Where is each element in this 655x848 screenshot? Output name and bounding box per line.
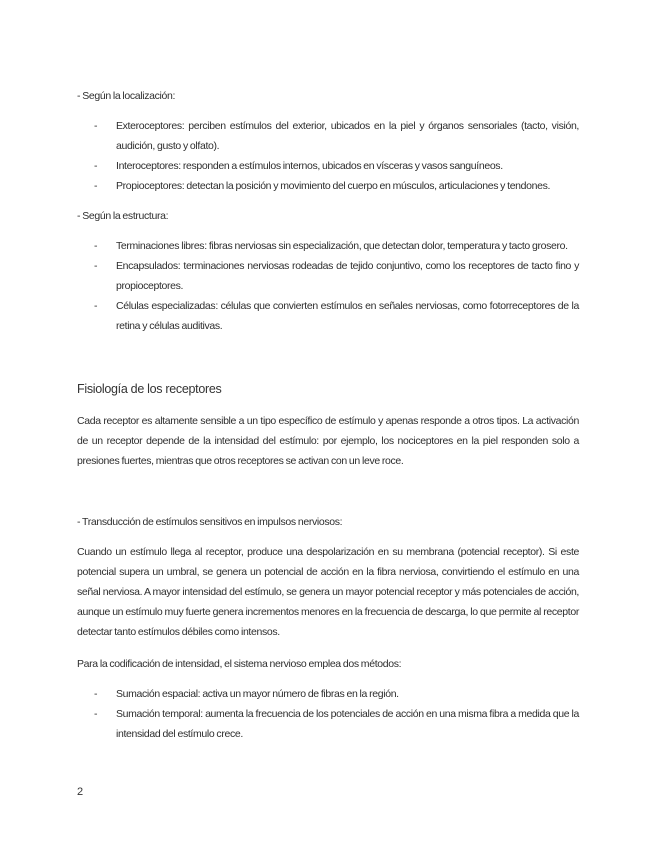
bullet-dash: - — [94, 240, 98, 252]
list-item-text: Terminaciones libres: fibras nerviosas sin especialización, que detectan dolor, temperatura y tacto grosero. — [116, 240, 568, 252]
localizacion-list — [77, 116, 579, 196]
list-item — [77, 156, 579, 176]
bullet-dash: - — [94, 688, 98, 700]
list-item-text: Encapsulados: terminaciones nerviosas rodeadas de tejido conjuntivo, como los receptores de tacto fino y propioceptores. — [116, 260, 579, 292]
list-item-text: Sumación temporal: aumenta la frecuencia de los potenciales de acción en una misma fibra a medida que la intensidad del estímulo crece. — [116, 708, 579, 740]
list-item-text: Interoceptores: responden a estímulos internos, ubicados en vísceras y vasos sanguíneos. — [116, 160, 503, 172]
list-item-text: Propioceptores: detectan la posición y movimiento del cuerpo en músculos, articulaciones y tendones. — [116, 180, 551, 192]
bullet-dash: - — [94, 160, 98, 172]
list-item-text: Exteroceptores: perciben estímulos del exterior, ubicados en la piel y órganos sensoriales (tacto, visión, audición, gusto y olfato). — [116, 120, 579, 152]
list-item — [77, 704, 579, 744]
list-item-text: Células especializadas: células que convierten estímulos en señales nerviosas, como fotorreceptores de la retina y células auditivas. — [116, 300, 579, 332]
bullet-dash: - — [94, 260, 98, 272]
list-item — [77, 176, 579, 196]
bullet-dash: - — [94, 300, 98, 312]
estructura-list — [77, 236, 579, 336]
bullet-dash: - — [94, 708, 98, 720]
section-heading-fisiologia: Fisiología de los receptores — [77, 382, 222, 396]
page-number: 2 — [77, 786, 84, 798]
list-item — [77, 256, 579, 296]
codificacion-intro: Para la codificación de intensidad, el sistema nervioso emplea dos métodos: — [77, 658, 402, 670]
fisiologia-paragraph: Cada receptor es altamente sensible a un tipo específico de estímulo y apenas responde a otros tipos. La activación de un receptor depende de la intensidad del estímulo: por ejemplo, los nociceptores en la piel responden solo a presiones fuertes, mientras que otros receptores se activan con un leve roce. — [77, 415, 579, 467]
list-item-text: Sumación espacial: activa un mayor número de fibras en la región. — [116, 688, 399, 700]
list-item — [77, 684, 579, 704]
list-item — [77, 296, 579, 336]
section-localizacion-title: - Según la localización: — [77, 90, 176, 102]
transduccion-paragraph: Cuando un estímulo llega al receptor, produce una despolarización en su membrana (potencial receptor). Si este potencial supera un umbral, se genera un potencial de acción en la fibra nerviosa, convirtiendo el estímulo en una señal nerviosa. A mayor intensidad del estímulo, se genera un mayor potencial receptor y más potenciales de acción, aunque un estímulo muy fuerte genera incrementos menores en la frecuencia de descarga, lo que permite al receptor detectar tanto estímulos débiles como intensos. — [77, 546, 579, 638]
section-transduccion-title: - Transducción de estímulos sensitivos en impulsos nerviosos: — [77, 516, 343, 528]
bullet-dash: - — [94, 120, 98, 132]
section-estructura-title: - Según la estructura: — [77, 210, 169, 222]
codificacion-list — [77, 684, 579, 744]
list-item — [77, 236, 579, 256]
bullet-dash: - — [94, 180, 98, 192]
list-item — [77, 116, 579, 156]
